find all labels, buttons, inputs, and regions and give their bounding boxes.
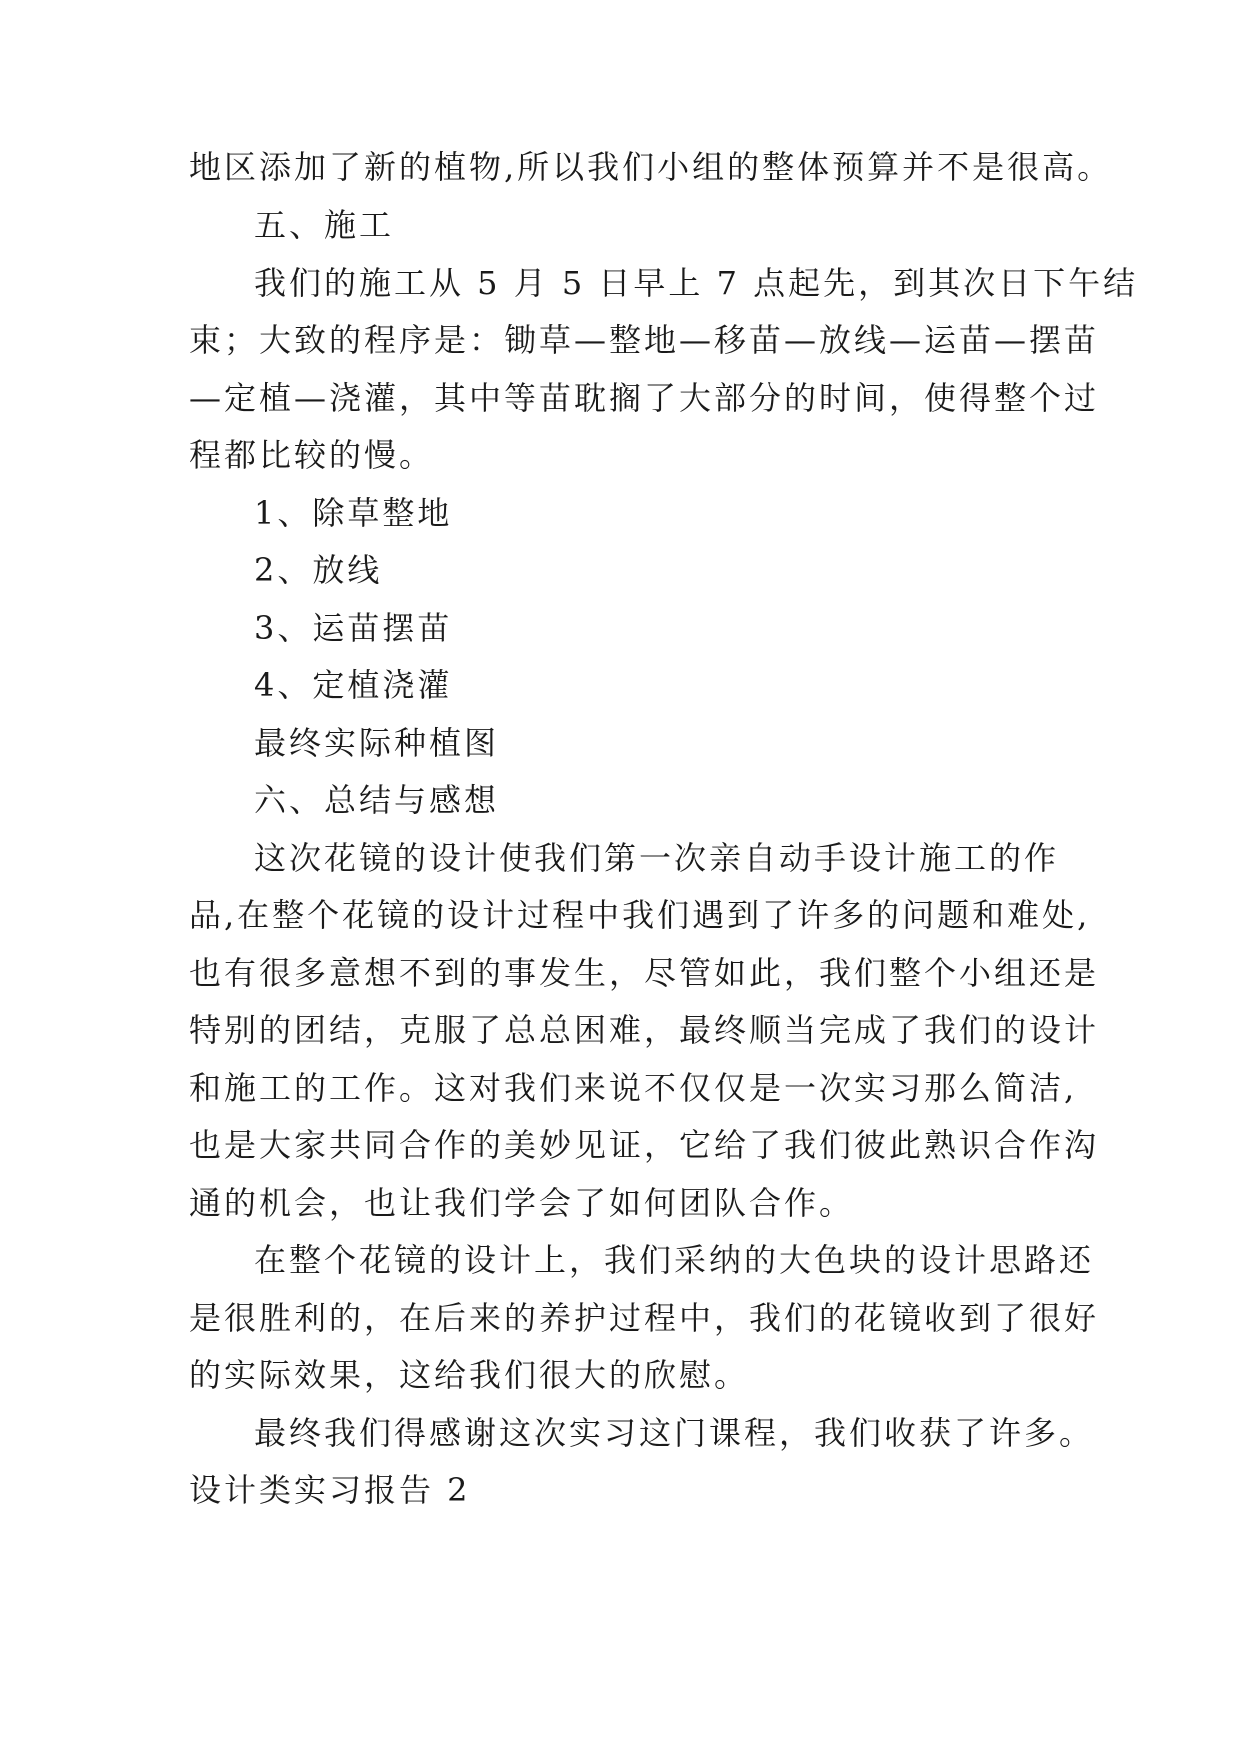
section-heading: 五、施工: [254, 206, 395, 244]
document-title: 设计类实习报告 2: [189, 1471, 471, 1509]
text-line: —定植—浇灌，其中等苗耽搁了大部分的时间，使得整个过: [189, 379, 1100, 417]
text-line: 特别的团结，克服了总总困难，最终顺当完成了我们的设计: [189, 1011, 1100, 1049]
text-line: 束；大致的程序是：锄草—整地—移苗—放线—运苗—摆苗: [189, 321, 1100, 359]
text-line: 程都比较的慢。: [189, 436, 435, 474]
list-item: 2、放线: [254, 551, 383, 589]
text-line: 的实际效果，这给我们很大的欣慰。: [189, 1356, 750, 1394]
text-line: 品,在整个花镜的设计过程中我们遇到了许多的问题和难处,: [189, 896, 1091, 934]
text-line: 我们的施工从 5 月 5 日早上 7 点起先，到其次日下午结: [254, 264, 1139, 302]
text-line: 地区添加了新的植物,所以我们小组的整体预算并不是很高。: [189, 148, 1113, 186]
text-line: 也是大家共同合作的美妙见证，它给了我们彼此熟识合作沟: [189, 1126, 1100, 1164]
text-line: 通的机会，也让我们学会了如何团队合作。: [189, 1184, 855, 1222]
text-line: 和施工的工作。这对我们来说不仅仅是一次实习那么简洁,: [189, 1069, 1078, 1107]
list-item: 3、运苗摆苗: [254, 609, 453, 647]
text-line: 也有很多意想不到的事发生，尽管如此，我们整个小组还是: [189, 954, 1100, 992]
list-item: 1、除草整地: [254, 494, 453, 532]
text-line: 是很胜利的，在后来的养护过程中，我们的花镜收到了很好: [189, 1299, 1100, 1337]
section-heading: 六、总结与感想: [254, 781, 500, 819]
text-line: 在整个花镜的设计上，我们采纳的大色块的设计思路还: [254, 1241, 1095, 1279]
text-line: 最终实际种植图: [254, 724, 500, 762]
text-line: 这次花镜的设计使我们第一次亲自动手设计施工的作: [254, 839, 1060, 877]
text-line: 最终我们得感谢这次实习这门课程，我们收获了许多。: [254, 1414, 1095, 1452]
list-item: 4、定植浇灌: [254, 666, 453, 704]
